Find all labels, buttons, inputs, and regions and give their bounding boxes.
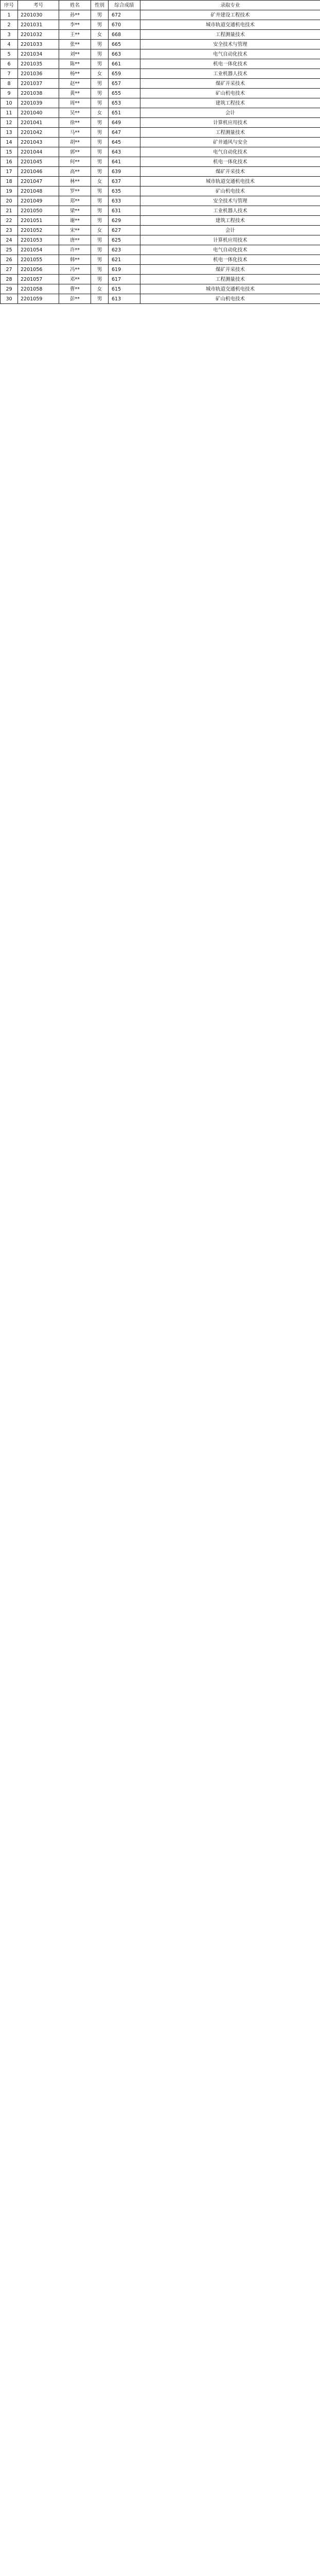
student-sex: 男 xyxy=(91,138,109,147)
total-score: 665 xyxy=(109,40,140,49)
table-row xyxy=(1,284,320,294)
student-sex: 男 xyxy=(91,79,109,89)
table-row xyxy=(1,20,320,30)
student-name: 马** xyxy=(59,128,91,138)
table-row xyxy=(1,79,320,89)
student-sex: 男 xyxy=(91,235,109,245)
admitted-major: 工程测量技术 xyxy=(140,128,320,138)
total-score: 637 xyxy=(109,177,140,187)
admitted-major: 机电一体化技术 xyxy=(140,157,320,167)
table-row xyxy=(1,196,320,206)
admitted-major: 安全技术与管理 xyxy=(140,196,320,206)
student-name: 张** xyxy=(59,40,91,49)
admitted-major: 建筑工程技术 xyxy=(140,98,320,108)
total-score: 643 xyxy=(109,147,140,157)
student-sex: 男 xyxy=(91,49,109,59)
total-score: 629 xyxy=(109,216,140,226)
total-score: 615 xyxy=(109,284,140,294)
total-score: 627 xyxy=(109,226,140,235)
table-row xyxy=(1,69,320,79)
row-number: 11 xyxy=(1,108,18,118)
student-name: 陈** xyxy=(59,59,91,69)
admitted-major: 机电一体化技术 xyxy=(140,59,320,69)
total-score: 661 xyxy=(109,59,140,69)
admitted-major: 电气自动化技术 xyxy=(140,147,320,157)
admitted-major: 会计 xyxy=(140,108,320,118)
row-number: 13 xyxy=(1,128,18,138)
student-name: 曹** xyxy=(59,284,91,294)
student-name: 宋** xyxy=(59,226,91,235)
student-sex: 女 xyxy=(91,108,109,118)
admitted-major: 计算机应用技术 xyxy=(140,118,320,128)
exam-number: 2201051 xyxy=(18,216,59,226)
table-row xyxy=(1,206,320,216)
row-number: 22 xyxy=(1,216,18,226)
student-name: 梁** xyxy=(59,206,91,216)
row-number: 24 xyxy=(1,235,18,245)
row-number: 16 xyxy=(1,157,18,167)
admitted-major: 矿井通风与安全 xyxy=(140,138,320,147)
table-row xyxy=(1,108,320,118)
header-cell: 姓名 xyxy=(59,1,91,10)
row-number: 9 xyxy=(1,89,18,98)
admitted-major: 会计 xyxy=(140,226,320,235)
student-name: 彭** xyxy=(59,294,91,304)
exam-number: 2201035 xyxy=(18,59,59,69)
admitted-major: 工程测量技术 xyxy=(140,275,320,284)
table-row xyxy=(1,255,320,265)
exam-number: 2201054 xyxy=(18,245,59,255)
student-name: 冯** xyxy=(59,265,91,275)
table-row xyxy=(1,187,320,196)
row-number: 26 xyxy=(1,255,18,265)
student-sex: 男 xyxy=(91,294,109,304)
admission-table xyxy=(0,0,320,304)
exam-number: 2201046 xyxy=(18,167,59,177)
exam-number: 2201048 xyxy=(18,187,59,196)
total-score: 641 xyxy=(109,157,140,167)
student-sex: 男 xyxy=(91,128,109,138)
exam-number: 2201044 xyxy=(18,147,59,157)
exam-number: 2201037 xyxy=(18,79,59,89)
admitted-major: 煤矿开采技术 xyxy=(140,79,320,89)
student-name: 韩** xyxy=(59,255,91,265)
student-sex: 男 xyxy=(91,206,109,216)
total-score: 672 xyxy=(109,10,140,20)
total-score: 619 xyxy=(109,265,140,275)
admitted-major: 机电一体化技术 xyxy=(140,255,320,265)
exam-number: 2201052 xyxy=(18,226,59,235)
total-score: 649 xyxy=(109,118,140,128)
row-number: 27 xyxy=(1,265,18,275)
total-score: 633 xyxy=(109,196,140,206)
admitted-major: 电气自动化技术 xyxy=(140,245,320,255)
total-score: 617 xyxy=(109,275,140,284)
table-row xyxy=(1,265,320,275)
table-row xyxy=(1,177,320,187)
exam-number: 2201045 xyxy=(18,157,59,167)
row-number: 1 xyxy=(1,10,18,20)
exam-number: 2201038 xyxy=(18,89,59,98)
student-sex: 女 xyxy=(91,226,109,235)
row-number: 15 xyxy=(1,147,18,157)
table-row xyxy=(1,157,320,167)
exam-number: 2201032 xyxy=(18,30,59,40)
table-row xyxy=(1,98,320,108)
header-cell: 考号 xyxy=(18,1,59,10)
total-score: 659 xyxy=(109,69,140,79)
student-name: 胡** xyxy=(59,138,91,147)
student-name: 林** xyxy=(59,177,91,187)
student-sex: 女 xyxy=(91,284,109,294)
row-number: 29 xyxy=(1,284,18,294)
student-sex: 男 xyxy=(91,216,109,226)
student-sex: 男 xyxy=(91,255,109,265)
total-score: 653 xyxy=(109,98,140,108)
student-sex: 男 xyxy=(91,275,109,284)
admitted-major: 矿山机电技术 xyxy=(140,294,320,304)
table-row xyxy=(1,128,320,138)
student-sex: 男 xyxy=(91,10,109,20)
table-row xyxy=(1,216,320,226)
row-number: 30 xyxy=(1,294,18,304)
total-score: 670 xyxy=(109,20,140,30)
row-number: 12 xyxy=(1,118,18,128)
admitted-major: 工业机器人技术 xyxy=(140,69,320,79)
exam-number: 2201055 xyxy=(18,255,59,265)
total-score: 668 xyxy=(109,30,140,40)
total-score: 663 xyxy=(109,49,140,59)
admitted-major: 工程测量技术 xyxy=(140,30,320,40)
student-name: 谢** xyxy=(59,216,91,226)
total-score: 635 xyxy=(109,187,140,196)
exam-number: 2201059 xyxy=(18,294,59,304)
exam-number: 2201034 xyxy=(18,49,59,59)
row-number: 20 xyxy=(1,196,18,206)
row-number: 17 xyxy=(1,167,18,177)
table-row xyxy=(1,49,320,59)
row-number: 10 xyxy=(1,98,18,108)
exam-number: 2201040 xyxy=(18,108,59,118)
student-name: 黄** xyxy=(59,89,91,98)
exam-number: 2201058 xyxy=(18,284,59,294)
exam-number: 2201043 xyxy=(18,138,59,147)
admitted-major: 矿山机电技术 xyxy=(140,89,320,98)
table-row xyxy=(1,167,320,177)
student-name: 徐** xyxy=(59,118,91,128)
table-row xyxy=(1,147,320,157)
exam-number: 2201036 xyxy=(18,69,59,79)
admitted-major: 计算机应用技术 xyxy=(140,235,320,245)
exam-number: 2201039 xyxy=(18,98,59,108)
header-cell: 性别 xyxy=(91,1,109,10)
student-name: 周** xyxy=(59,98,91,108)
row-number: 8 xyxy=(1,79,18,89)
admitted-major: 建筑工程技术 xyxy=(140,216,320,226)
exam-number: 2201053 xyxy=(18,235,59,245)
exam-number: 2201047 xyxy=(18,177,59,187)
student-name: 高** xyxy=(59,167,91,177)
total-score: 623 xyxy=(109,245,140,255)
student-sex: 男 xyxy=(91,89,109,98)
table-row xyxy=(1,226,320,235)
total-score: 631 xyxy=(109,206,140,216)
student-name: 李** xyxy=(59,20,91,30)
row-number: 2 xyxy=(1,20,18,30)
exam-number: 2201057 xyxy=(18,275,59,284)
student-sex: 男 xyxy=(91,118,109,128)
total-score: 655 xyxy=(109,89,140,98)
student-sex: 男 xyxy=(91,187,109,196)
exam-number: 2201049 xyxy=(18,196,59,206)
exam-number: 2201033 xyxy=(18,40,59,49)
student-sex: 男 xyxy=(91,147,109,157)
table-row xyxy=(1,235,320,245)
table-body xyxy=(1,10,320,304)
total-score: 621 xyxy=(109,255,140,265)
student-sex: 男 xyxy=(91,245,109,255)
admitted-major: 矿山机电技术 xyxy=(140,187,320,196)
student-name: 邓** xyxy=(59,275,91,284)
student-name: 郭** xyxy=(59,147,91,157)
table-row xyxy=(1,275,320,284)
student-sex: 男 xyxy=(91,196,109,206)
student-name: 赵** xyxy=(59,79,91,89)
student-name: 许** xyxy=(59,245,91,255)
total-score: 625 xyxy=(109,235,140,245)
admitted-major: 矿井建设工程技术 xyxy=(140,10,320,20)
student-sex: 男 xyxy=(91,98,109,108)
student-name: 王** xyxy=(59,30,91,40)
exam-number: 2201030 xyxy=(18,10,59,20)
table-row xyxy=(1,30,320,40)
admitted-major: 城市轨道交通机电技术 xyxy=(140,20,320,30)
table-row xyxy=(1,10,320,20)
row-number: 21 xyxy=(1,206,18,216)
student-name: 唐** xyxy=(59,235,91,245)
header-cell: 综合成绩 xyxy=(109,1,140,10)
exam-number: 2201041 xyxy=(18,118,59,128)
student-sex: 女 xyxy=(91,69,109,79)
admitted-major: 安全技术与管理 xyxy=(140,40,320,49)
table-row xyxy=(1,118,320,128)
table-row xyxy=(1,294,320,304)
row-number: 28 xyxy=(1,275,18,284)
table-row xyxy=(1,89,320,98)
table-row xyxy=(1,59,320,69)
total-score: 647 xyxy=(109,128,140,138)
row-number: 3 xyxy=(1,30,18,40)
exam-number: 2201042 xyxy=(18,128,59,138)
student-sex: 男 xyxy=(91,157,109,167)
student-name: 刘** xyxy=(59,49,91,59)
header-cell: 录取专业 xyxy=(140,1,320,10)
row-number: 25 xyxy=(1,245,18,255)
row-number: 5 xyxy=(1,49,18,59)
admitted-major: 城市轨道交通机电技术 xyxy=(140,177,320,187)
student-sex: 男 xyxy=(91,20,109,30)
row-number: 6 xyxy=(1,59,18,69)
student-sex: 男 xyxy=(91,167,109,177)
row-number: 19 xyxy=(1,187,18,196)
student-sex: 男 xyxy=(91,59,109,69)
exam-number: 2201050 xyxy=(18,206,59,216)
row-number: 7 xyxy=(1,69,18,79)
header-cell: 序号 xyxy=(1,1,18,10)
row-number: 23 xyxy=(1,226,18,235)
student-name: 孙** xyxy=(59,10,91,20)
table-row xyxy=(1,138,320,147)
exam-number: 2201031 xyxy=(18,20,59,30)
student-sex: 男 xyxy=(91,265,109,275)
student-name: 杨** xyxy=(59,69,91,79)
total-score: 645 xyxy=(109,138,140,147)
admitted-major: 煤矿开采技术 xyxy=(140,167,320,177)
table-header-row xyxy=(1,1,320,10)
student-sex: 女 xyxy=(91,30,109,40)
total-score: 613 xyxy=(109,294,140,304)
row-number: 4 xyxy=(1,40,18,49)
student-name: 何** xyxy=(59,157,91,167)
admitted-major: 城市轨道交通机电技术 xyxy=(140,284,320,294)
table-row xyxy=(1,245,320,255)
student-sex: 男 xyxy=(91,40,109,49)
student-name: 罗** xyxy=(59,187,91,196)
admitted-major: 电气自动化技术 xyxy=(140,49,320,59)
table-row xyxy=(1,40,320,49)
total-score: 651 xyxy=(109,108,140,118)
admitted-major: 煤矿开采技术 xyxy=(140,265,320,275)
total-score: 639 xyxy=(109,167,140,177)
student-name: 吴** xyxy=(59,108,91,118)
row-number: 14 xyxy=(1,138,18,147)
admitted-major: 工业机器人技术 xyxy=(140,206,320,216)
row-number: 18 xyxy=(1,177,18,187)
exam-number: 2201056 xyxy=(18,265,59,275)
student-sex: 女 xyxy=(91,177,109,187)
student-name: 郑** xyxy=(59,196,91,206)
total-score: 657 xyxy=(109,79,140,89)
